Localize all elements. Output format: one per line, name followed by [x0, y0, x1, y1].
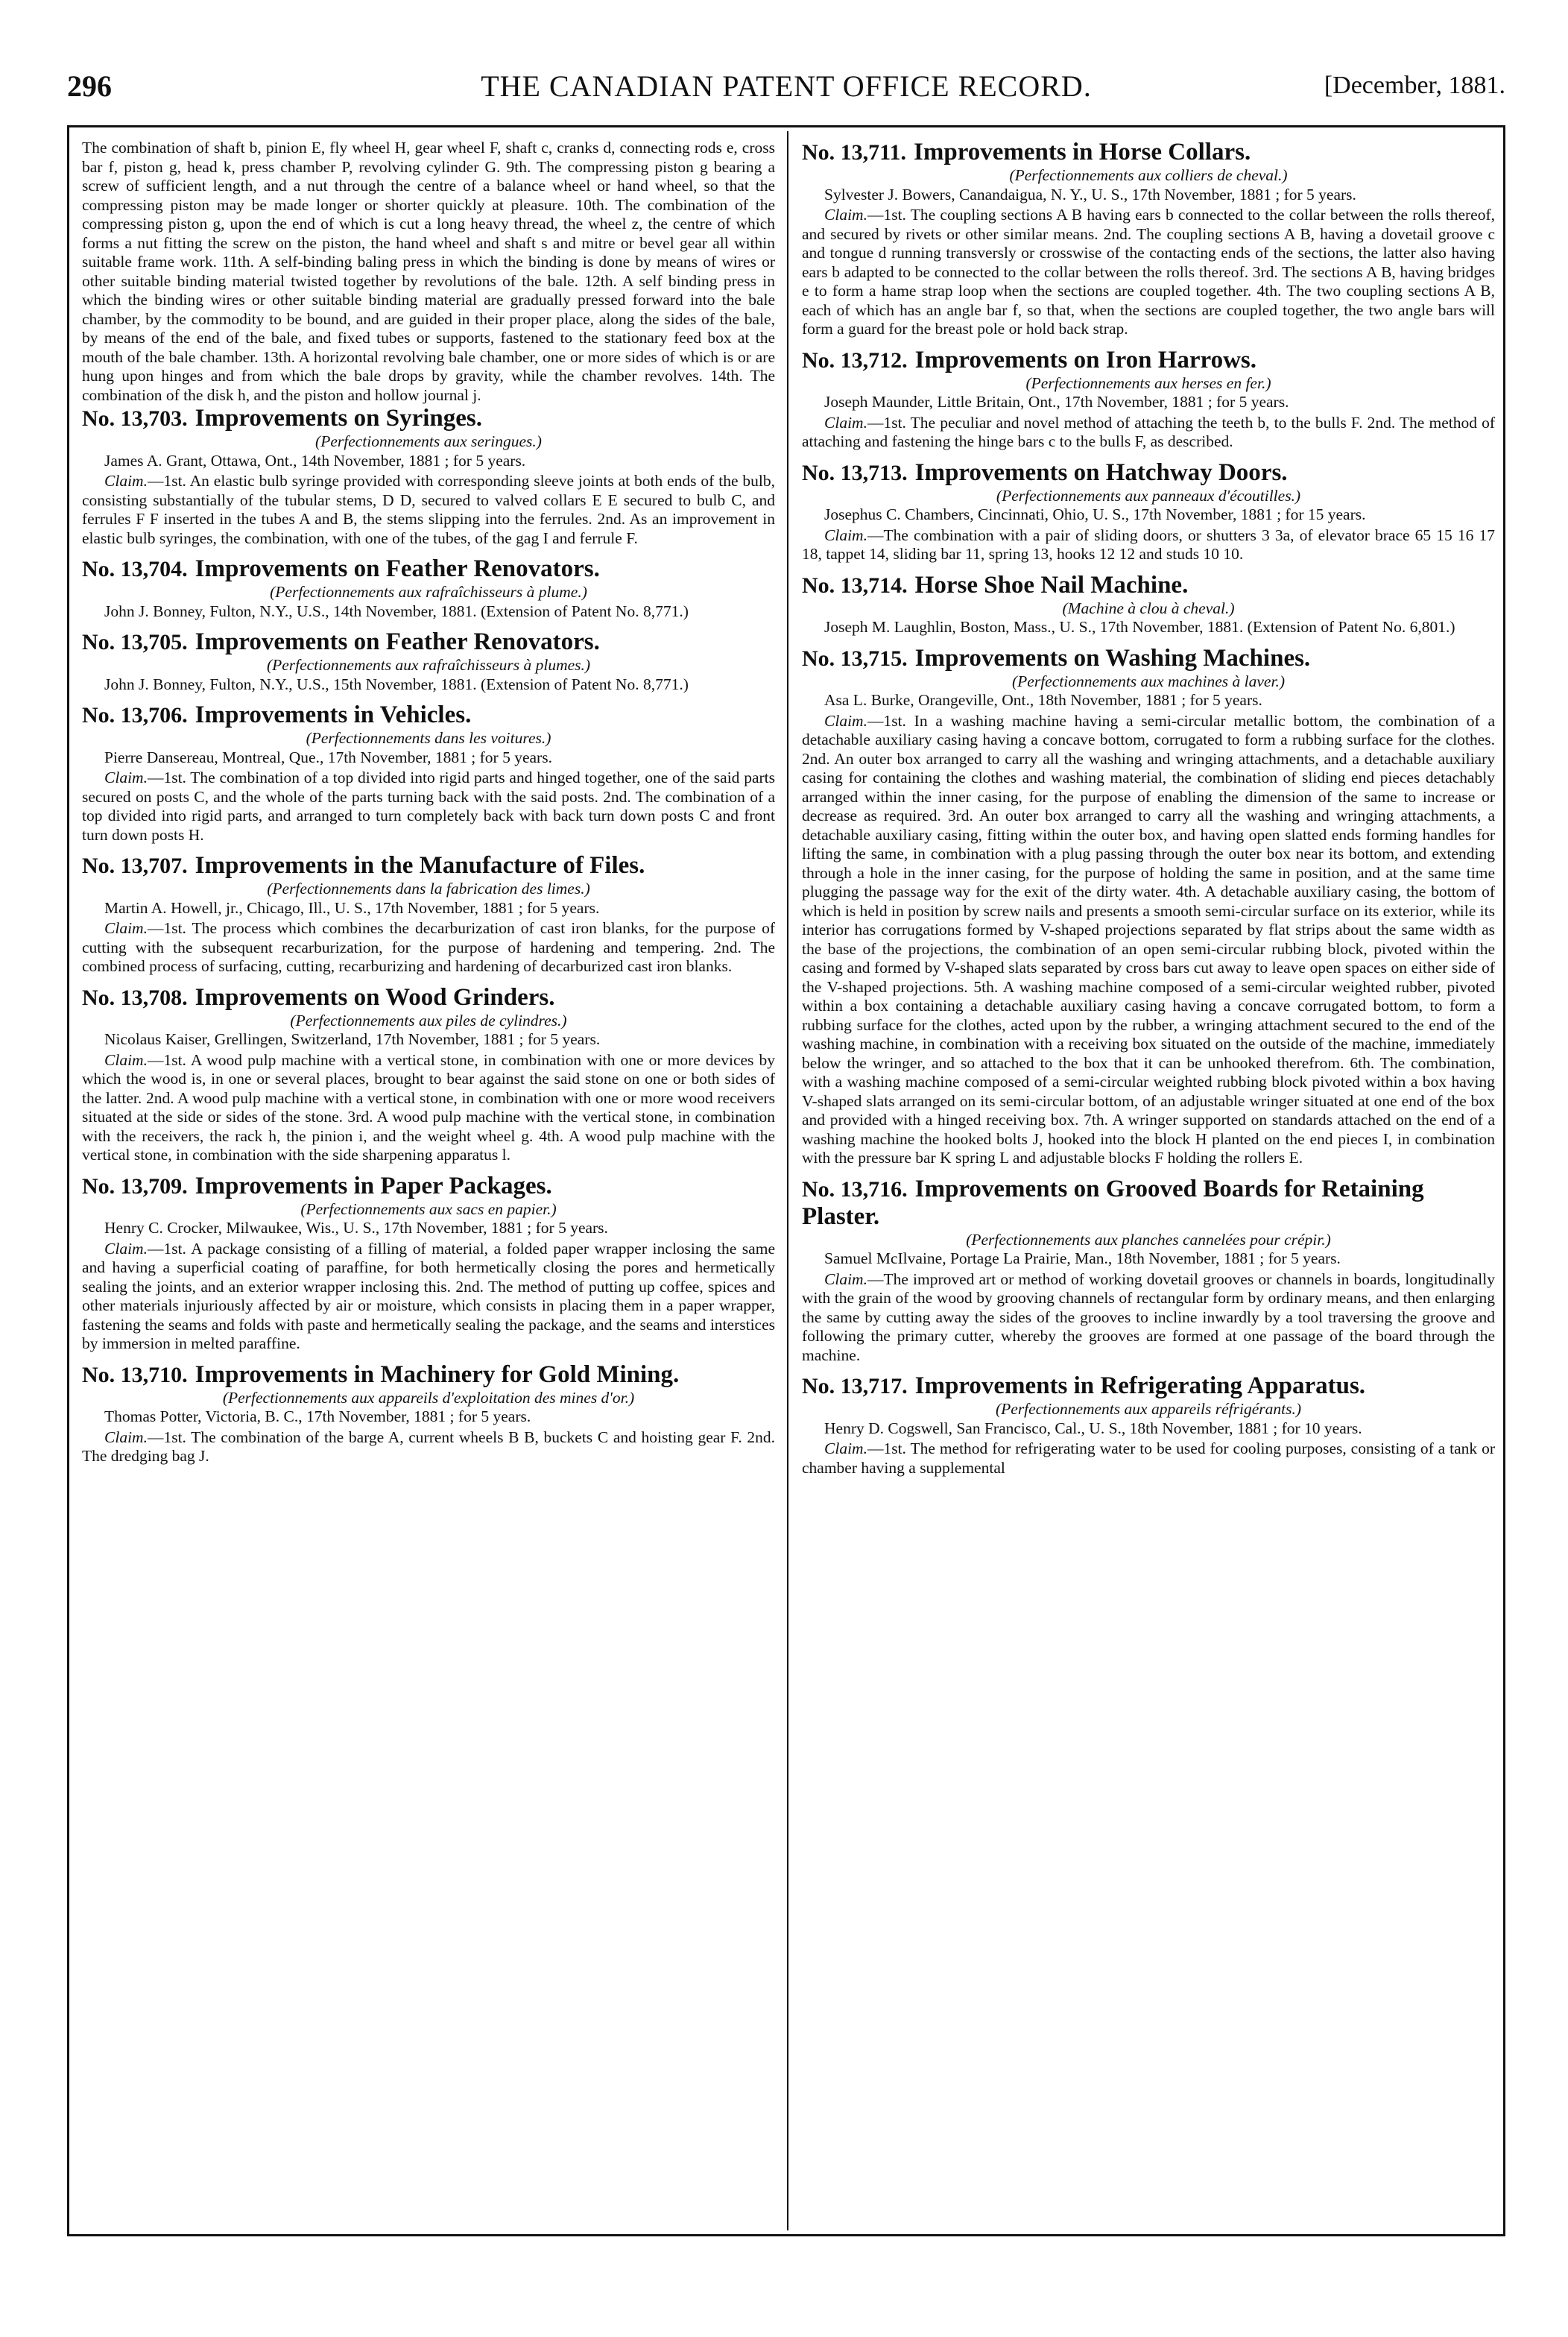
patentee-byline: Sylvester J. Bowers, Canandaigua, N. Y., U. S., 17th November, 1881 ; for 5 years.	[824, 185, 1356, 204]
patent-entry	[82, 1361, 775, 1466]
french-title: (Perfectionnements aux appareils d'exploitation des mines d'or.)	[222, 1388, 635, 1407]
left-column	[82, 139, 775, 2226]
patent-title: Improvements on Hatchway Doors.	[914, 458, 1288, 486]
patentee-byline: John J. Bonney, Fulton, N.Y., U.S., 15th November, 1881. (Extension of Patent No. 8,771.)	[104, 675, 689, 693]
patent-entry	[82, 628, 775, 694]
patent-heading	[82, 701, 775, 729]
patent-title: Improvements on Grooved Boards for Retaining Plaster.	[802, 1175, 1424, 1230]
french-title: (Perfectionnements aux panneaux d'écoutilles.)	[996, 486, 1301, 505]
french-title: (Perfectionnements aux machines à laver.)	[1012, 672, 1285, 690]
patent-number: No. 13,710.	[82, 1362, 188, 1387]
continued-claim-text: The combination of shaft b, pinion E, fly wheel H, gear wheel F, shaft c, cranks d, connecting rods e, cross bar f, piston g, head k, press chamber P, revolving cylinder G. 9th. The compressing piston g bearing a screw of sufficient length, and a nut through the centre of a balance wheel or hand wheel, so that the compressing piston may be made longer or shorter quickly at pleasure. 10th. The combination of the compressing piston g, upon the end of which is cut a long heavy thread, the wheel z, the centre of which forms a nut fitting the screw on the piston, the hand wheel and shaft s and mitre or bevel gear all within suitable frame work. 11th. A self-binding baling press in which the binding is done by means of wires or other suitable binding material twisted together by revolutions of the bale. 12th. A self binding press in which the binding wires or other suitable binding material are gradually pressed forward into the bale chamber, by the commodity to be bound, and are guided in their proper place, along the sides of the bale, by means of the end of the bale, and fixed tubes or supports, fastened to the stationary feed box at the mouth of the bale chamber. 13th. A horizontal revolving bale chamber, one or more sides of which is or are hung upon hinges and from which the bale drops by gravity, while the chamber revolves. 14th. The combination of the disk h, and the piston and hollow journal j.	[82, 139, 775, 404]
claim-body: —1st. The combination of the barge A, current wheels B B, buckets C and hoisting gear F. 2nd. The dredging bag J.	[82, 1428, 775, 1465]
page-number: 296	[67, 69, 112, 103]
patent-heading	[82, 405, 775, 432]
french-title: (Perfectionnements aux seringues.)	[315, 432, 542, 450]
claim-label: Claim.	[824, 711, 867, 730]
claim-label: Claim.	[104, 1050, 148, 1069]
patent-number: No. 13,717.	[802, 1374, 908, 1398]
patent-entry	[802, 347, 1495, 452]
claim-text	[802, 1270, 1495, 1366]
patent-title: Improvements in Horse Collars.	[914, 139, 1251, 165]
patent-title: Improvements in Vehicles.	[195, 701, 472, 728]
claim-label: Claim.	[104, 472, 148, 490]
french-title: (Perfectionnements aux planches cannelées pour crépir.)	[966, 1230, 1331, 1249]
patent-heading	[82, 628, 775, 656]
patent-number: No. 13,711.	[802, 140, 907, 165]
right-entry-list	[802, 139, 1495, 1477]
page-header	[67, 69, 1505, 113]
french-title: (Perfectionnements aux herses en fer.)	[1025, 373, 1271, 392]
claim-text	[802, 414, 1495, 452]
patentee-byline: Samuel McIlvaine, Portage La Prairie, Man., 18th November, 1881 ; for 5 years.	[824, 1249, 1341, 1267]
french-title: (Perfectionnements aux colliers de cheval.)	[1009, 166, 1288, 184]
claim-label: Claim.	[104, 1428, 148, 1446]
claim-body: —1st. The coupling sections A B having ears b connected to the collar between the rolls thereof, and secured by rivets or other similar means. 2nd. The coupling sections A B, having a dovetail groove c and tongue d running transversly or crosswise of the contacting ends of the sections, the latter also having ears b adapted to be connected to the collar between the rolls thereof. 3rd. The sections A B, having bridges e to form a hame strap loop when the sections are coupled together. 4th. The two coupling sections A B, each of which has an angle bar f, so that, when the sections are coupled together, the two angle bars will form a guard for the breast pole or hold back strap.	[802, 206, 1495, 338]
claim-text	[82, 1428, 775, 1466]
claim-label: Claim.	[824, 206, 867, 224]
patentee-byline: Joseph Maunder, Little Britain, Ont., 17th November, 1881 ; for 5 years.	[824, 393, 1289, 411]
patent-number: No. 13,707.	[82, 854, 188, 878]
patentee-byline: Josephus C. Chambers, Cincinnati, Ohio, U. S., 17th November, 1881 ; for 15 years.	[824, 505, 1366, 523]
patent-number: No. 13,706.	[82, 703, 188, 728]
claim-text	[82, 1240, 775, 1354]
patent-number: No. 13,708.	[82, 985, 188, 1010]
patent-entry	[82, 555, 775, 621]
claim-label: Claim.	[104, 1239, 148, 1258]
french-title: (Perfectionnements aux piles de cylindres.)	[290, 1011, 567, 1029]
issue-date: [December, 1881.	[1324, 72, 1505, 99]
patent-entry	[802, 139, 1495, 339]
patentee-byline: Joseph M. Laughlin, Boston, Mass., U. S., 17th November, 1881. (Extension of Patent No. 6,801.)	[824, 618, 1455, 636]
patent-number: No. 13,714.	[802, 573, 908, 598]
patentee-byline: Nicolaus Kaiser, Grellingen, Switzerland, 17th November, 1881 ; for 5 years.	[104, 1030, 601, 1048]
patentee-byline: John J. Bonney, Fulton, N.Y., U.S., 14th November, 1881. (Extension of Patent No. 8,771.)	[104, 602, 689, 620]
patent-entry	[82, 984, 775, 1165]
claim-body: —1st. The peculiar and novel method of attaching the teeth b, to the bulls F. 2nd. The method of attaching and fastening the hinge bars c to the bulls F, as described.	[802, 413, 1495, 450]
patent-entry	[82, 852, 775, 977]
french-title: (Perfectionnements dans la fabrication des limes.)	[267, 880, 590, 898]
claim-body: —1st. The method for refrigerating water to be used for cooling purposes, consisting of a tank or chamber having a supplemental	[802, 1439, 1495, 1477]
patent-title: Improvements on Feather Renovators.	[195, 555, 600, 582]
patent-number: No. 13,716.	[802, 1176, 908, 1202]
french-title: (Machine à clou à cheval.)	[1062, 599, 1235, 617]
claim-label: Claim.	[824, 1439, 867, 1457]
patent-heading	[802, 459, 1495, 487]
claim-body: —The improved art or method of working dovetail grooves or channels in boards, longitudinally with the grain of the wood by grooving channels of rectangular form by ordinary means, and then enlarging the same by cutting away the sides of the grooves to incline inwardly by a tool traversing the groove and following the primary cutter, whereby the grooves are formed at one passage of the board through the machine.	[802, 1270, 1495, 1364]
patent-heading	[802, 1372, 1495, 1400]
left-entry-list	[82, 405, 775, 1466]
patentee-byline: Asa L. Burke, Orangeville, Ont., 18th November, 1881 ; for 5 years.	[824, 691, 1262, 709]
right-column	[802, 139, 1495, 2226]
patentee-byline: Henry C. Crocker, Milwaukee, Wis., U. S., 17th November, 1881 ; for 5 years.	[104, 1219, 608, 1237]
patent-title: Improvements on Feather Renovators.	[195, 628, 600, 655]
patent-heading	[82, 852, 775, 880]
patent-entry	[802, 645, 1495, 1168]
patent-heading	[82, 984, 775, 1012]
claim-label: Claim.	[104, 919, 148, 937]
claim-text	[82, 1051, 775, 1165]
patent-title: Horse Shoe Nail Machine.	[914, 571, 1189, 599]
claim-body: —1st. An elastic bulb syringe provided with corresponding sleeve joints at both ends of the bulb, consisting substantially of the tubular stems, D D, secured to valved collars E E secured to bulb C, and ferrules F F inserted in the tubes A and B, the stems slipping into the ferrules. 2nd. As an improvement in elastic bulb syringes, the combination, with one of the tubes, of the gag I and ferrule F.	[82, 472, 775, 547]
french-title: (Perfectionnements aux appareils réfrigérants.)	[995, 1400, 1301, 1418]
claim-body: —1st. The combination of a top divided into rigid parts and hinged together, one of the said parts secured on posts C, and the whole of the parts turning back with the said posts. 2nd. The combination of a top divided into rigid parts, and arranged to turn completely back with back turn down posts C and front turn down posts H.	[82, 769, 775, 844]
page-title: THE CANADIAN PATENT OFFICE RECORD.	[481, 69, 1092, 103]
patent-title: Improvements on Washing Machines.	[914, 644, 1311, 672]
patent-entry	[802, 1372, 1495, 1477]
claim-text	[802, 712, 1495, 1168]
patentee-byline: Thomas Potter, Victoria, B. C., 17th November, 1881 ; for 5 years.	[104, 1407, 531, 1425]
patent-title: Improvements on Iron Harrows.	[914, 346, 1257, 373]
patent-entry	[82, 701, 775, 845]
patent-number: No. 13,704.	[82, 557, 188, 581]
patent-number: No. 13,712.	[802, 347, 908, 373]
patent-number: No. 13,715.	[802, 646, 908, 671]
patent-heading	[802, 1176, 1495, 1231]
patent-number: No. 13,705.	[82, 630, 188, 655]
patent-heading	[82, 1361, 775, 1389]
claim-text	[82, 919, 775, 977]
patent-entry	[82, 1173, 775, 1354]
patent-entry	[82, 405, 775, 548]
patentee-byline: Pierre Dansereau, Montreal, Que., 17th November, 1881 ; for 5 years.	[104, 748, 552, 766]
claim-label: Claim.	[824, 413, 867, 432]
patent-heading	[82, 555, 775, 583]
patent-title: Improvements in Refrigerating Apparatus.	[914, 1372, 1366, 1399]
patent-heading	[802, 347, 1495, 374]
column-divider	[787, 131, 788, 2230]
patent-number: No. 13,713.	[802, 460, 908, 485]
patent-entry	[802, 572, 1495, 637]
patent-title: Improvements in the Manufacture of Files.	[195, 852, 645, 879]
claim-text	[802, 206, 1495, 339]
patent-heading	[802, 572, 1495, 599]
french-title: (Perfectionnements aux rafraîchisseurs à plumes.)	[266, 656, 591, 674]
claim-body: —The combination with a pair of sliding doors, or shutters 3 3a, of elevator brace 65 15 16 17 18, tappet 14, sliding bar 11, spring 13, hooks 12 12 and studs 10 10.	[802, 526, 1495, 563]
patentee-byline: Martin A. Howell, jr., Chicago, Ill., U. S., 17th November, 1881 ; for 5 years.	[104, 898, 600, 917]
claim-text	[802, 1439, 1495, 1477]
patent-title: Improvements on Syringes.	[195, 405, 482, 432]
patent-heading	[802, 139, 1495, 166]
patent-heading	[802, 645, 1495, 672]
patent-number: No. 13,709.	[82, 1173, 188, 1199]
claim-body: —1st. In a washing machine having a semi-circular metallic bottom, the combination of a detachable auxiliary casing having a concave bottom, corrugated to form a rubbing surface for the clothes. 2nd. An outer box arranged to carry all the washing and wringing attachments, and a detachable auxiliary casing for containing the clothes and washing material, the combination of sliding end pieces detachably arranged within the inner casing, for the purpose of enabling the dimension of the same to increase or decrease as required. 3rd. An outer box arranged to carry all the washing and wringing attachments, a detachable auxiliary casing, fitting within the outer box, and having open slatted ends forming handles for lifting the same, in combination with a plug passing through the outer box near its bottom, and extending through a hole in the inner casing, for the purpose of holding the same in position, and at the same time plugging the passage way for the exit of the dirty water. 4th. A detachable auxiliary casing, the bottom of which is held in position by screw nails and presents a smooth semi-circular surface on its exterior, while its interior has corrugations formed by V-shaped projections separated by flat strips about the same width as the base of the projections, the combination of an open semi-circular rubbing block, pivoted within the casing and formed by V-shaped slats separated by cross bars cut away to leave open spaces on either side of the V-shaped projections. 5th. A washing machine composed of a semi-circular weighted rubber, pivoted within a box containing a detachable auxiliary casing having a concave corrugated bottom, to form a rubbing surface for the clothes, acted upon by the rubber, a wringing attachment secured to the end of the washing machine, in combination with a receiving box situated on the outside of the machine, immediately below the wringer, and so attached to the box that it can be unhooked therefrom. 6th. The combination, with a washing machine composed of a semi-circular weighted rubbing block pivoted within a box having V-shaped slats arranged on its semi-circular bottom, of an adjustable wringer situated at one end of the box and provided with a hinged receiving box. 7th. A wringer supported on standards attached on the end of a washing machine the hooked bolts J, hooked into the block H planted on the end pieces I, in combination with the pressure bar K spring L and adjustable blocks F holding the rollers E.	[802, 711, 1495, 1167]
claim-body: —1st. The process which combines the decarburization of cast iron blanks, for the purpose of cutting with the subsequent recarburization, for the purpose of hardening and tempering. 2nd. The combined process of surfacing, cutting, recarburizing and hardening of decarburized cast iron blanks.	[82, 919, 775, 975]
claim-body: —1st. A package consisting of a filling of material, a folded paper wrapper inclosing the same and having a superficial coating of paraffine, for both hermetically closing the pores and hermetically sealing the joints, and an exterior wrapper inclosing this. 2nd. The method of putting up coffee, spices and other materials injuriously affected by air or moisture, which consists in placing them in a paper wrapper, fastening the seams and folds with paste and hermetically sealing the package, and the seams and interstices by immersion in melted paraffine.	[82, 1239, 775, 1352]
patent-title: Improvements in Paper Packages.	[195, 1172, 552, 1199]
patent-entry	[802, 1176, 1495, 1366]
patent-entry	[802, 459, 1495, 564]
claim-label: Claim.	[824, 526, 867, 544]
claim-body: —1st. A wood pulp machine with a vertical stone, in combination with one or more devices by which the wood is, in one or several places, brought to bear against the said stone on one or both sides of the latter. 2nd. A wood pulp machine with a vertical stone, in combination with one or more wood receivers situated at the side or sides of the stone. 3rd. A wood pulp machine with the vertical stone, in combination with the receivers, the rack h, the pinion i, and the weight wheel g. 4th. A wood pulp machine with the vertical stone, in combination with the side sharpening apparatus l.	[82, 1050, 775, 1164]
claim-text	[82, 472, 775, 548]
patent-number: No. 13,703.	[82, 406, 188, 431]
claim-text	[802, 526, 1495, 564]
french-title: (Perfectionnements dans les voitures.)	[306, 729, 551, 747]
french-title: (Perfectionnements aux sacs en papier.)	[300, 1199, 557, 1218]
patent-heading	[82, 1173, 775, 1200]
patent-title: Improvements in Machinery for Gold Mining.	[195, 1360, 680, 1388]
claim-text	[82, 769, 775, 845]
french-title: (Perfectionnements aux rafraîchisseurs à plume.)	[270, 583, 587, 601]
patentee-byline: James A. Grant, Ottawa, Ont., 14th November, 1881 ; for 5 years.	[104, 451, 526, 470]
claim-label: Claim.	[104, 769, 148, 786]
claim-label: Claim.	[824, 1270, 867, 1288]
patentee-byline: Henry D. Cogswell, San Francisco, Cal., U. S., 18th November, 1881 ; for 10 years.	[824, 1419, 1362, 1437]
patent-title: Improvements on Wood Grinders.	[195, 983, 555, 1011]
